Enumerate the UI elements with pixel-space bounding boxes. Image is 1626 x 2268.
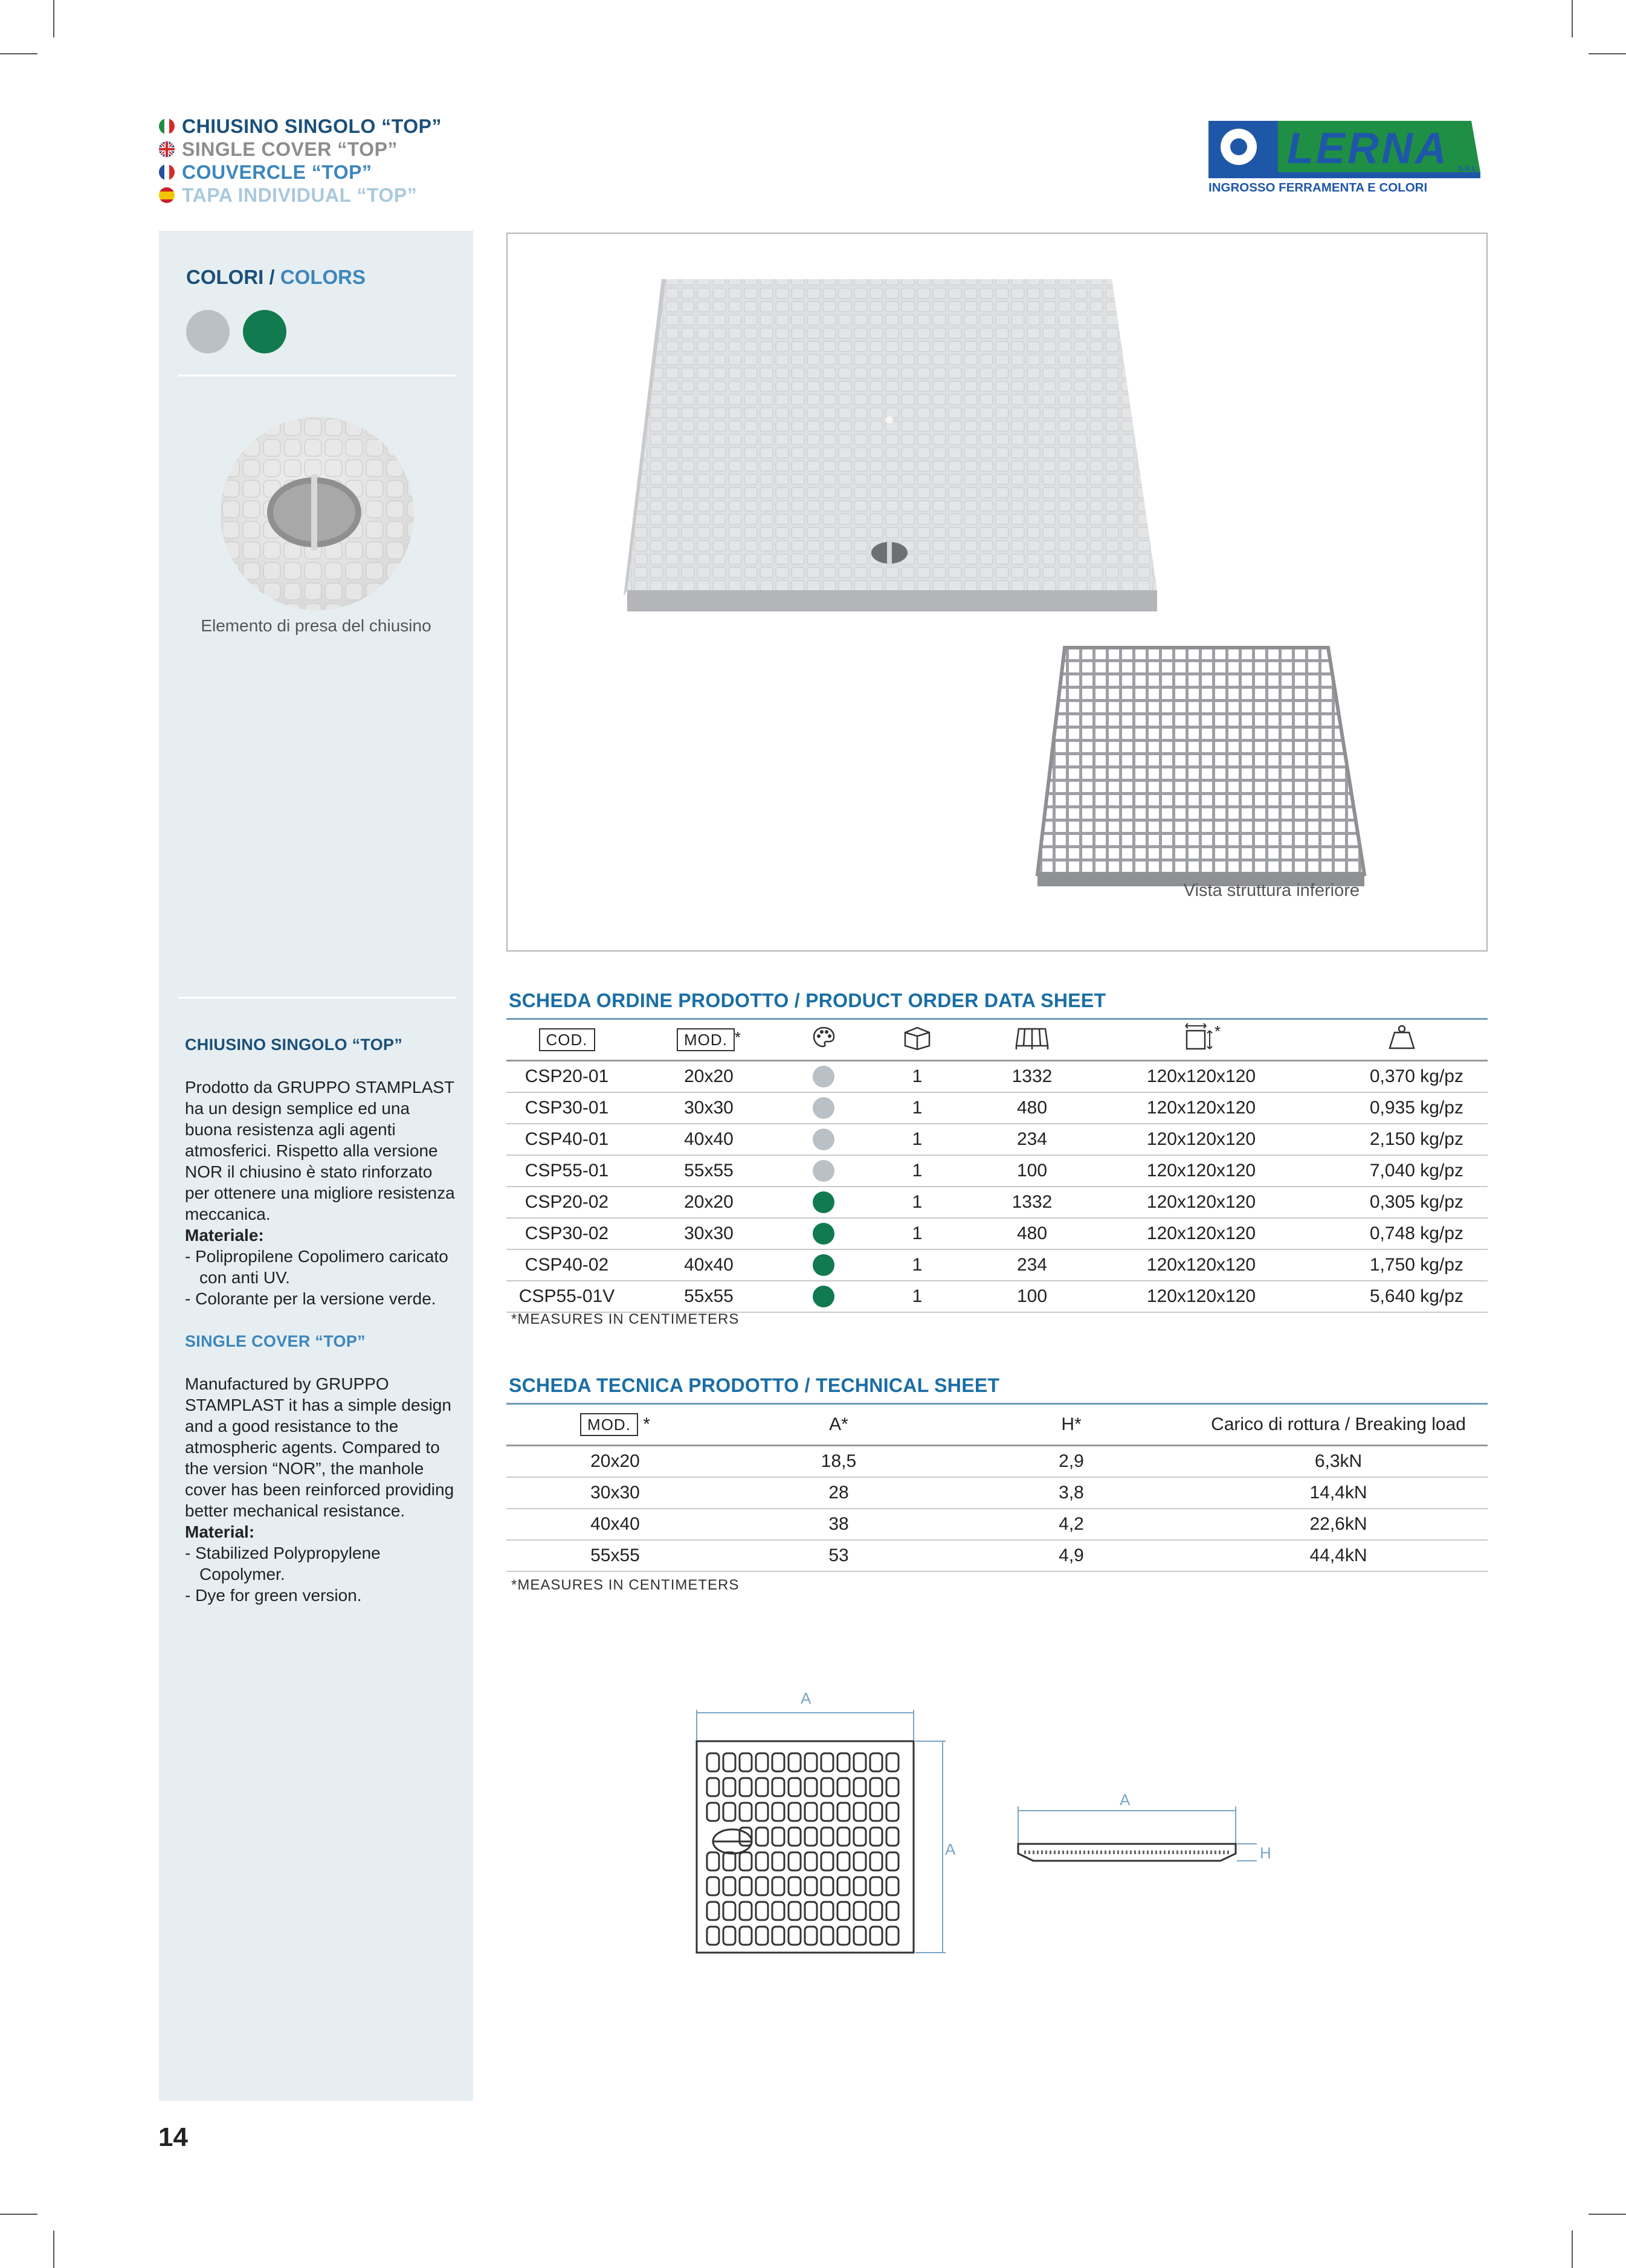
material-item: - Polipropilene Copolimero caricato con anti UV. — [185, 1247, 448, 1287]
tech-a-value: 18,5 — [724, 1446, 953, 1478]
drawing-cell — [886, 1927, 898, 1945]
drawing-cell — [805, 1877, 817, 1895]
pallet-quantity: 1332 — [978, 1187, 1086, 1218]
drawing-cell — [821, 1852, 833, 1870]
tech-table-row — [506, 1446, 1488, 1478]
drawing-cell — [789, 1753, 801, 1771]
tech-a-header: A* — [724, 1405, 953, 1446]
drawing-cell — [756, 1902, 768, 1920]
crop-mark — [53, 0, 54, 37]
dimensions-icon — [1086, 1020, 1316, 1061]
drawing-cell — [772, 1927, 784, 1945]
drawing-cell — [837, 1877, 850, 1895]
drawing-cell — [837, 1927, 850, 1945]
drawing-cell — [740, 1902, 752, 1920]
drawing-cell — [789, 1803, 801, 1821]
tech-model: 55x55 — [506, 1540, 724, 1571]
weight-icon — [1316, 1020, 1488, 1061]
drawing-cell — [772, 1902, 784, 1920]
order-table-row — [506, 1218, 1488, 1249]
unit-weight: 5,640 kg/pz — [1316, 1281, 1488, 1312]
drawing-cell — [707, 1927, 719, 1945]
color-dot-icon — [813, 1097, 834, 1119]
color-dot-icon — [813, 1286, 834, 1307]
color-dot — [790, 1155, 857, 1187]
order-footnote: *MEASURES IN CENTIMETERS — [511, 1311, 740, 1327]
product-code: CSP40-01 — [506, 1124, 627, 1155]
pallet-quantity: 100 — [978, 1281, 1086, 1312]
drawing-cell — [789, 1852, 801, 1870]
tech-model: 40x40 — [506, 1509, 724, 1540]
drawing-cell — [740, 1778, 752, 1796]
pallet-dimensions: 120x120x120 — [1086, 1092, 1316, 1124]
tech-mod-header: MOD. — [580, 1413, 638, 1436]
crop-mark — [0, 53, 37, 54]
crop-mark — [1589, 53, 1626, 54]
pallet-quantity: 480 — [978, 1218, 1086, 1249]
order-sheet-title: SCHEDA ORDINE PRODOTTO / PRODUCT ORDER DATA SHEET — [509, 990, 1106, 1011]
drawing-cell — [789, 1778, 801, 1796]
drawing-cell — [854, 1753, 866, 1771]
drawing-cell — [837, 1828, 850, 1846]
order-table-row — [506, 1092, 1488, 1124]
colors-title-it: COLORI — [186, 266, 264, 288]
drawing-cell — [821, 1778, 833, 1796]
grip-detail-image — [221, 417, 414, 610]
drawing-cell — [740, 1927, 752, 1945]
unit-weight: 2,150 kg/pz — [1316, 1124, 1488, 1155]
drawing-cell — [821, 1828, 833, 1846]
uk-flag-icon — [159, 141, 175, 157]
product-code: CSP40-02 — [506, 1249, 627, 1281]
france-flag-icon — [159, 164, 175, 180]
color-dot-icon — [813, 1129, 834, 1150]
drawing-cell — [707, 1803, 719, 1821]
drawing-cell — [854, 1803, 866, 1821]
material-item: - Stabilized Polypropylene Copolymer. — [185, 1544, 381, 1583]
title-text: CHIUSINO SINGOLO “TOP” — [182, 115, 442, 137]
dimensions-header-asterisk: * — [1214, 1022, 1221, 1040]
dimension-label-a: A — [1120, 1791, 1131, 1809]
order-table-row — [506, 1155, 1488, 1187]
box-icon — [857, 1020, 978, 1061]
description-en-title: SINGLE COVER “TOP” — [185, 1332, 366, 1350]
color-dot-icon — [813, 1254, 834, 1276]
cod-header: COD. — [539, 1028, 595, 1051]
drawing-cell — [805, 1803, 817, 1821]
pallet-icon — [978, 1020, 1086, 1061]
drawing-cell — [854, 1902, 866, 1920]
model-size: 20x20 — [627, 1061, 790, 1093]
tech-footnote: *MEASURES IN CENTIMETERS — [511, 1577, 740, 1593]
drawing-cell — [740, 1803, 752, 1821]
product-code: CSP20-02 — [506, 1187, 627, 1218]
drawing-cell — [772, 1828, 784, 1846]
pallet-quantity: 234 — [978, 1124, 1086, 1155]
tech-breaking-load: 44,4kN — [1189, 1540, 1488, 1571]
material-label-en: Material: — [185, 1522, 255, 1541]
drawing-cell — [723, 1927, 735, 1945]
drawing-cell — [723, 1877, 735, 1895]
description-it-text: Prodotto da GRUPPO STAMPLAST ha un design semplice ed una buona resistenza agli agenti atmosferici. Rispetto alla versione NOR il chiusino è stato rinforzato per ottenere una migliore resistenza meccanica. — [185, 1078, 455, 1223]
tech-a-value: 53 — [724, 1540, 953, 1571]
pack-quantity: 1 — [857, 1061, 978, 1093]
color-dot-icon — [813, 1066, 834, 1087]
tech-table-row — [506, 1540, 1488, 1571]
tech-a-value: 38 — [724, 1509, 953, 1540]
model-size: 40x40 — [627, 1249, 790, 1281]
pack-quantity: 1 — [857, 1124, 978, 1155]
tech-a-value: 28 — [724, 1477, 953, 1509]
drawing-cell — [837, 1902, 850, 1920]
unit-weight: 0,935 kg/pz — [1316, 1092, 1488, 1124]
model-size: 55x55 — [627, 1281, 790, 1312]
pack-quantity: 1 — [857, 1155, 978, 1187]
drawing-cell — [870, 1852, 882, 1870]
logo-wordmark: LERNA — [1287, 124, 1449, 173]
drawing-cell — [789, 1877, 801, 1895]
order-data-table — [506, 1020, 1488, 1313]
model-size: 30x30 — [627, 1092, 790, 1124]
model-size: 20x20 — [627, 1187, 790, 1218]
drawing-cell — [789, 1927, 801, 1945]
pallet-dimensions: 120x120x120 — [1086, 1281, 1316, 1312]
unit-weight: 0,370 kg/pz — [1316, 1061, 1488, 1093]
tech-breaking-load: 6,3kN — [1189, 1446, 1488, 1478]
product-code: CSP55-01V — [506, 1281, 627, 1312]
drawing-cell — [821, 1753, 833, 1771]
color-dot — [790, 1061, 857, 1093]
tech-h-value: 4,9 — [953, 1540, 1189, 1571]
color-dot-icon — [813, 1160, 834, 1182]
drawing-cell — [723, 1902, 735, 1920]
color-dot — [790, 1092, 857, 1124]
pack-quantity: 1 — [857, 1092, 978, 1124]
mod-header: MOD. — [677, 1028, 735, 1051]
drawing-cell — [886, 1778, 898, 1796]
color-dot — [790, 1281, 857, 1312]
drawing-cell — [870, 1877, 882, 1895]
drawing-cell — [854, 1828, 866, 1846]
order-table-row — [506, 1281, 1488, 1312]
drawing-cell — [854, 1877, 866, 1895]
page-number: 14 — [158, 2122, 188, 2152]
tech-load-header: Carico di rottura / Breaking load — [1189, 1405, 1488, 1446]
color-palette-icon — [790, 1020, 857, 1061]
tech-table-header — [506, 1405, 1488, 1446]
color-dot — [790, 1249, 857, 1281]
drawing-cell — [707, 1753, 719, 1771]
drawing-cell — [821, 1927, 833, 1945]
drawing-cell — [723, 1778, 735, 1796]
image-caption: Vista struttura inferiore — [1183, 881, 1360, 900]
model-size: 40x40 — [627, 1124, 790, 1155]
drawing-cell — [837, 1778, 850, 1796]
divider — [178, 997, 456, 999]
tech-table-row — [506, 1509, 1488, 1540]
description-it — [185, 1034, 457, 1309]
drawing-cell — [756, 1927, 768, 1945]
dimension-label-a: A — [945, 1840, 956, 1858]
unit-weight: 0,305 kg/pz — [1316, 1187, 1488, 1218]
technical-data-table — [506, 1405, 1488, 1572]
drawing-cell — [707, 1778, 719, 1796]
drawing-cell — [707, 1877, 719, 1895]
drawing-cell — [723, 1753, 735, 1771]
color-dot-icon — [813, 1191, 834, 1213]
title-text: SINGLE COVER “TOP” — [182, 138, 398, 160]
drawing-cell — [740, 1852, 752, 1870]
tech-breaking-load: 14,4kN — [1189, 1477, 1488, 1509]
drawing-cell — [805, 1828, 817, 1846]
tech-table-row — [506, 1477, 1488, 1509]
drawing-cell — [870, 1753, 882, 1771]
colors-title-en: COLORS — [280, 266, 366, 288]
drawing-cell — [805, 1778, 817, 1796]
drawing-cell — [870, 1778, 882, 1796]
color-swatch-grey — [186, 310, 230, 353]
tech-h-value: 3,8 — [953, 1477, 1189, 1509]
drawing-cell — [772, 1852, 784, 1870]
product-photo — [508, 234, 1486, 950]
colors-title — [186, 266, 366, 289]
divider — [178, 375, 456, 376]
tech-h-value: 4,2 — [953, 1509, 1189, 1540]
crop-mark — [1572, 2231, 1573, 2268]
product-code: CSP20-01 — [506, 1061, 627, 1093]
drawing-cell — [821, 1803, 833, 1821]
model-size: 55x55 — [627, 1155, 790, 1187]
pack-quantity: 1 — [857, 1249, 978, 1281]
title-it — [159, 115, 442, 138]
company-logo — [1205, 118, 1483, 193]
drawing-cell — [723, 1803, 735, 1821]
italy-flag-icon — [159, 118, 175, 134]
drawing-cell — [805, 1927, 817, 1945]
mod-header-asterisk: * — [734, 1028, 741, 1046]
title-fr — [159, 161, 442, 184]
product-titles — [159, 115, 442, 207]
drawing-cell — [870, 1828, 882, 1846]
drawing-cell — [837, 1852, 850, 1870]
material-item: - Colorante per la versione verde. — [185, 1289, 436, 1308]
drawing-cell — [740, 1753, 752, 1771]
drawing-cell — [886, 1753, 898, 1771]
drawing-cell — [789, 1902, 801, 1920]
title-text: TAPA INDIVIDUAL “TOP” — [182, 184, 418, 206]
description-it-title: CHIUSINO SINGOLO “TOP” — [185, 1036, 403, 1054]
drawing-cell — [886, 1852, 898, 1870]
pack-quantity: 1 — [857, 1187, 978, 1218]
material-label-it: Materiale: — [185, 1226, 264, 1245]
color-dot — [790, 1124, 857, 1155]
order-table-row — [506, 1124, 1488, 1155]
drawing-cell — [756, 1803, 768, 1821]
drawing-cell — [805, 1902, 817, 1920]
logo-suffix: S.R.L. — [1458, 164, 1479, 173]
drawing-cell — [740, 1877, 752, 1895]
drawing-cell — [854, 1927, 866, 1945]
drawing-cell — [756, 1877, 768, 1895]
color-swatch-green — [243, 310, 286, 353]
drawing-cell — [886, 1803, 898, 1821]
pallet-quantity: 480 — [978, 1092, 1086, 1124]
grip-caption: Elemento di presa del chiusino — [201, 616, 431, 635]
tech-h-value: 2,9 — [953, 1446, 1189, 1478]
drawing-cell — [870, 1902, 882, 1920]
drawing-cell — [886, 1902, 898, 1920]
unit-weight: 0,748 kg/pz — [1316, 1218, 1488, 1249]
color-dot-icon — [813, 1223, 834, 1245]
pallet-dimensions: 120x120x120 — [1086, 1124, 1316, 1155]
drawing-cell — [789, 1828, 801, 1846]
drawing-cell — [854, 1852, 866, 1870]
tech-model: 30x30 — [506, 1477, 724, 1509]
unit-weight: 7,040 kg/pz — [1316, 1155, 1488, 1187]
tech-sheet-title: SCHEDA TECNICA PRODOTTO / TECHNICAL SHEET — [509, 1374, 1000, 1396]
drawing-cell — [821, 1877, 833, 1895]
drawing-cell — [886, 1828, 898, 1846]
drawing-cell — [886, 1877, 898, 1895]
product-image-box — [506, 233, 1488, 952]
pallet-dimensions: 120x120x120 — [1086, 1061, 1316, 1093]
unit-weight: 1,750 kg/pz — [1316, 1249, 1488, 1281]
color-dot — [790, 1218, 857, 1249]
product-code: CSP30-01 — [506, 1092, 627, 1124]
tech-breaking-load: 22,6kN — [1189, 1509, 1488, 1540]
product-code: CSP30-02 — [506, 1218, 627, 1249]
order-table-header — [506, 1020, 1488, 1061]
drawing-cell — [837, 1803, 850, 1821]
drawing-cell — [756, 1828, 768, 1846]
tech-h-header: H* — [953, 1405, 1189, 1446]
title-es — [159, 184, 442, 207]
pack-quantity: 1 — [857, 1218, 978, 1249]
drawing-cell — [756, 1852, 768, 1870]
order-table-row — [506, 1061, 1488, 1093]
pallet-dimensions: 120x120x120 — [1086, 1155, 1316, 1187]
drawing-cell — [821, 1902, 833, 1920]
drawing-cell — [772, 1753, 784, 1771]
tech-mod-header-asterisk: * — [643, 1414, 650, 1434]
drawing-cell — [870, 1927, 882, 1945]
drawing-cell — [772, 1877, 784, 1895]
drawing-cell — [854, 1778, 866, 1796]
drawing-cell — [805, 1753, 817, 1771]
tech-model: 20x20 — [506, 1446, 724, 1478]
drawing-cell — [707, 1902, 719, 1920]
drawing-cell — [870, 1803, 882, 1821]
technical-drawing — [689, 1686, 1281, 1964]
drawing-cell — [772, 1778, 784, 1796]
drawing-cell — [756, 1778, 768, 1796]
order-table-row — [506, 1187, 1488, 1218]
pallet-quantity: 234 — [978, 1249, 1086, 1281]
pallet-dimensions: 120x120x120 — [1086, 1249, 1316, 1281]
dimension-label-h: H — [1260, 1844, 1271, 1862]
drawing-cell — [707, 1852, 719, 1870]
pallet-dimensions: 120x120x120 — [1086, 1218, 1316, 1249]
drawing-cell — [756, 1753, 768, 1771]
drawing-cell — [723, 1852, 735, 1870]
model-size: 30x30 — [627, 1218, 790, 1249]
color-dot — [790, 1187, 857, 1218]
dimension-label-a: A — [801, 1689, 811, 1707]
colors-title-separator: / — [263, 266, 280, 288]
description-en-text: Manufactured by GRUPPO STAMPLAST it has a simple design and a good resistance to the atmospheric agents. Compared to the version “NOR”, the manhole cover has been reinforced providing better mechanical resistance. — [185, 1374, 454, 1520]
pallet-dimensions: 120x120x120 — [1086, 1187, 1316, 1218]
material-item: - Dye for green version. — [185, 1586, 362, 1605]
drawing-cell — [772, 1803, 784, 1821]
crop-mark — [0, 2214, 37, 2215]
crop-mark — [1572, 0, 1573, 37]
crop-mark — [53, 2231, 54, 2268]
title-text: COUVERCLE “TOP” — [182, 161, 372, 183]
drawing-cell — [837, 1753, 850, 1771]
pack-quantity: 1 — [857, 1281, 978, 1312]
order-table-row — [506, 1249, 1488, 1281]
pallet-quantity: 1332 — [978, 1061, 1086, 1093]
pallet-quantity: 100 — [978, 1155, 1086, 1187]
title-en — [159, 138, 442, 161]
logo-tagline: INGROSSO FERRAMENTA E COLORI — [1208, 181, 1428, 193]
spain-flag-icon — [159, 187, 175, 203]
product-code: CSP55-01 — [506, 1155, 627, 1187]
description-en — [185, 1331, 457, 1606]
drawing-cell — [805, 1852, 817, 1870]
crop-mark — [1589, 2214, 1626, 2215]
